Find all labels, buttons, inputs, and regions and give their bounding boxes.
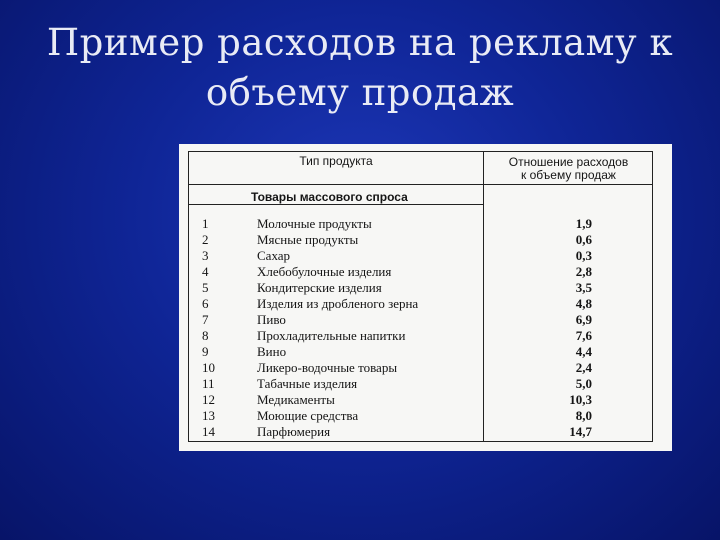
row-number: 3	[202, 248, 209, 263]
row-product-name: Ликеро-водочные товары	[257, 360, 398, 375]
slide-title	[0, 18, 720, 118]
row-ratio-value: 4,8	[575, 296, 592, 311]
row-number: 10	[202, 360, 215, 375]
row-ratio-value: 4,4	[575, 344, 592, 359]
row-number: 5	[202, 280, 209, 295]
row-product-name: Медикаменты	[257, 392, 335, 407]
row-product-name: Изделия из дробленого зерна	[257, 296, 419, 311]
row-product-name: Сахар	[257, 248, 291, 263]
row-ratio-value: 1,9	[575, 216, 592, 231]
header-ratio-line-1: Отношение расходов	[508, 155, 629, 169]
header-product-type: Тип продукта	[299, 154, 373, 168]
table-row	[189, 248, 652, 264]
scanned-table-image	[179, 144, 672, 451]
row-number: 8	[202, 328, 209, 343]
table-row	[189, 280, 652, 296]
row-ratio-value: 10,3	[569, 392, 592, 407]
row-number: 6	[202, 296, 209, 311]
row-number: 7	[202, 312, 209, 327]
table-row	[189, 424, 652, 440]
row-number: 12	[202, 392, 215, 407]
row-product-name: Табачные изделия	[257, 376, 358, 391]
table-row	[189, 328, 652, 344]
row-number: 13	[202, 408, 215, 423]
table-row	[189, 344, 652, 360]
header-divider	[189, 184, 652, 185]
row-product-name: Прохладительные напитки	[257, 328, 406, 343]
row-product-name: Мясные продукты	[257, 232, 359, 247]
header-ratio	[485, 156, 652, 182]
row-ratio-value: 7,6	[575, 328, 592, 343]
row-ratio-value: 14,7	[569, 424, 592, 439]
table-row	[189, 296, 652, 312]
table-row	[189, 360, 652, 376]
row-number: 1	[202, 216, 209, 231]
row-ratio-value: 6,9	[575, 312, 592, 327]
table-body	[189, 216, 652, 440]
row-ratio-value: 0,6	[575, 232, 592, 247]
table-row	[189, 264, 652, 280]
row-number: 11	[202, 376, 215, 391]
row-number: 9	[202, 344, 209, 359]
row-ratio-value: 0,3	[575, 248, 592, 263]
row-ratio-value: 5,0	[575, 376, 592, 391]
row-product-name: Пиво	[257, 312, 286, 327]
category-heading: Товары массового спроса	[251, 190, 408, 204]
row-product-name: Кондитерские изделия	[257, 280, 382, 295]
row-number: 2	[202, 232, 209, 247]
row-ratio-value: 3,5	[575, 280, 592, 295]
table-row	[189, 392, 652, 408]
table-row	[189, 232, 652, 248]
row-product-name: Вино	[257, 344, 287, 359]
row-product-name: Молочные продукты	[257, 216, 372, 231]
table-row	[189, 312, 652, 328]
slide-title-line-1: Пример расходов на рекламу к	[46, 21, 674, 64]
slide-title-line-2: объему продаж	[205, 71, 515, 114]
row-ratio-value: 2,8	[575, 264, 592, 279]
row-product-name: Парфюмерия	[257, 424, 331, 439]
row-product-name: Хлебобулочные изделия	[257, 264, 392, 279]
header-ratio-line-2: к объему продаж	[521, 168, 616, 182]
table-row	[189, 408, 652, 424]
row-number: 4	[202, 264, 209, 279]
data-table	[188, 151, 653, 442]
row-number: 14	[202, 424, 215, 439]
table-row	[189, 376, 652, 392]
row-ratio-value: 8,0	[575, 408, 592, 423]
row-ratio-value: 2,4	[575, 360, 592, 375]
category-underline	[189, 204, 483, 205]
row-product-name: Моющие средства	[257, 408, 359, 423]
table-row	[189, 216, 652, 232]
